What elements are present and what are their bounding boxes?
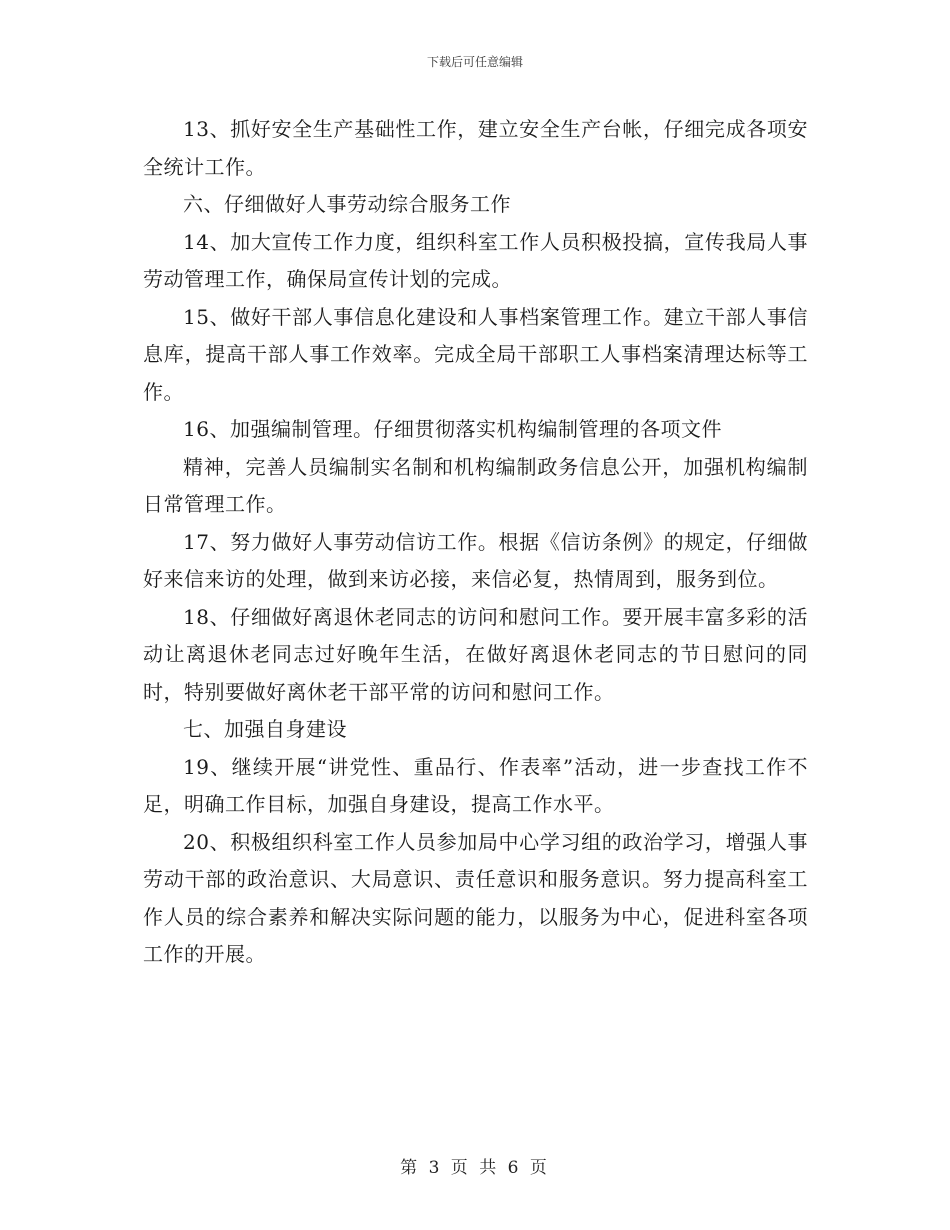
paragraph-item-15: 15、做好干部人事信息化建设和人事档案管理工作。建立干部人事信息库，提高干部人事工作效率。完成全局干部职工人事档案清理达标等工作。 (143, 304, 808, 404)
page-header: 下载后可任意编辑 (426, 55, 523, 69)
paragraph-item-20: 20、积极组织科室工作人员参加局中心学习组的政治学习，增强人事劳动干部的政治意识、大局意识、责任意识和服务意识。努力提高科室工作人员的综合素养和解决实际问题的能力，以服务为中心，促进科室各项工作的开展。 (143, 829, 808, 966)
paragraph-item-16: 16、加强编制管理。仔细贯彻落实机构编制管理的各项文件 (183, 417, 722, 441)
document-body (143, 111, 808, 974)
paragraph-item-16-continued: 精神，完善人员编制实名制和机构编制政务信息公开，加强机构编制日常管理工作。 (143, 454, 808, 516)
section-heading-6: 六、仔细做好人事劳动综合服务工作 (183, 192, 511, 216)
section-heading-7: 七、加强自身建设 (183, 717, 347, 741)
paragraph-item-17: 17、努力做好人事劳动信访工作。根据《信访条例》的规定，仔细做好来信来访的处理，做到来访必接，来信必复，热情周到，服务到位。 (143, 529, 808, 591)
page-number-footer: 第 3 页 共 6 页 (400, 1158, 550, 1178)
paragraph-item-14: 14、加大宣传工作力度，组织科室工作人员积极投搞，宣传我局人事劳动管理工作，确保局宣传计划的完成。 (143, 229, 808, 291)
paragraph-item-18: 18、仔细做好离退休老同志的访问和慰问工作。要开展丰富多彩的活动让离退休老同志过好晚年生活，在做好离退休老同志的节日慰问的同时，特别要做好离休老干部平常的访问和慰问工作。 (143, 604, 808, 704)
paragraph-item-13: 13、抓好安全生产基础性工作，建立安全生产台帐，仔细完成各项安全统计工作。 (143, 117, 808, 179)
paragraph-item-19: 19、继续开展“讲党性、重品行、作表率”活动，进一步查找工作不足，明确工作目标，加强自身建设，提高工作水平。 (143, 754, 808, 816)
